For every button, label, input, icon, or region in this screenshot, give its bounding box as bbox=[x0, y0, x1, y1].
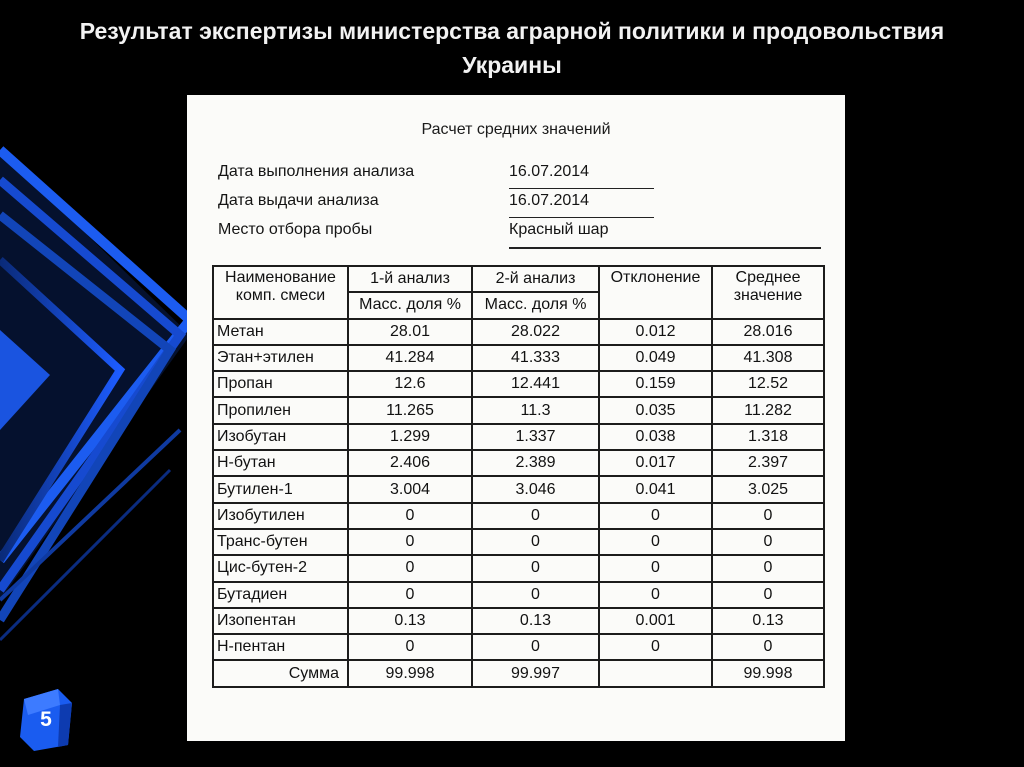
table-row bbox=[213, 582, 824, 608]
analysis-date-label: Дата выполнения анализа bbox=[218, 163, 415, 180]
cell-analysis-1: 12.6 bbox=[348, 371, 472, 397]
cell-component: Пропан bbox=[213, 371, 348, 397]
cell-component: Этан+этилен bbox=[213, 345, 348, 371]
table-row bbox=[213, 450, 824, 476]
cell-deviation: 0 bbox=[599, 582, 712, 608]
cell-analysis-2: 28.022 bbox=[472, 319, 599, 345]
cell-average: 28.016 bbox=[712, 319, 824, 345]
cell-analysis-1: 0 bbox=[348, 634, 472, 660]
header-average: Среднее значение bbox=[712, 266, 824, 319]
cell-analysis-1: 28.01 bbox=[348, 319, 472, 345]
table-row bbox=[213, 608, 824, 634]
cell-analysis-2: 1.337 bbox=[472, 424, 599, 450]
table-row bbox=[213, 503, 824, 529]
cell-average: 0 bbox=[712, 555, 824, 581]
cell-average: 12.52 bbox=[712, 371, 824, 397]
cell-deviation: 0.041 bbox=[599, 476, 712, 502]
cell-deviation: 0 bbox=[599, 503, 712, 529]
cell-analysis-2: 41.333 bbox=[472, 345, 599, 371]
sampling-place-value: Красный шар bbox=[509, 221, 609, 238]
cell-average: 0.13 bbox=[712, 608, 824, 634]
table-header-row bbox=[213, 266, 824, 292]
cell-average: 2.397 bbox=[712, 450, 824, 476]
issue-date-underline bbox=[509, 217, 654, 218]
cell-component: Бутадиен bbox=[213, 582, 348, 608]
header-analysis-2: 2-й анализ bbox=[472, 266, 599, 292]
cell-component: Метан bbox=[213, 319, 348, 345]
total-analysis-1: 99.998 bbox=[348, 660, 472, 686]
cell-deviation: 0 bbox=[599, 555, 712, 581]
header-analysis-1: 1-й анализ bbox=[348, 266, 472, 292]
header-mass-share-2: Масс. доля % bbox=[472, 292, 599, 318]
cell-analysis-1: 0 bbox=[348, 582, 472, 608]
cell-average: 1.318 bbox=[712, 424, 824, 450]
slide-title: Результат экспертизы министерства аграрной политики и продовольствия Украины bbox=[79, 18, 945, 78]
cell-component: Транс-бутен bbox=[213, 529, 348, 555]
cell-component: Н-бутан bbox=[213, 450, 348, 476]
cell-component: Цис-бутен-2 bbox=[213, 555, 348, 581]
cell-analysis-1: 11.265 bbox=[348, 397, 472, 423]
cell-component: Изобутилен bbox=[213, 503, 348, 529]
issue-date-label: Дата выдачи анализа bbox=[218, 192, 379, 209]
cell-average: 11.282 bbox=[712, 397, 824, 423]
scanned-document bbox=[187, 95, 845, 741]
cell-analysis-2: 0 bbox=[472, 555, 599, 581]
cell-deviation: 0 bbox=[599, 529, 712, 555]
table-row bbox=[213, 371, 824, 397]
cell-deviation: 0.012 bbox=[599, 319, 712, 345]
header-deviation: Отклонение bbox=[599, 266, 712, 319]
cell-analysis-1: 1.299 bbox=[348, 424, 472, 450]
header-mass-share-1: Масс. доля % bbox=[348, 292, 472, 318]
cell-average: 3.025 bbox=[712, 476, 824, 502]
cell-analysis-2: 12.441 bbox=[472, 371, 599, 397]
table-row bbox=[213, 476, 824, 502]
cell-analysis-2: 11.3 bbox=[472, 397, 599, 423]
cell-deviation: 0.049 bbox=[599, 345, 712, 371]
cell-analysis-2: 0 bbox=[472, 529, 599, 555]
total-deviation bbox=[599, 660, 712, 686]
cell-component: Пропилен bbox=[213, 397, 348, 423]
cell-average: 0 bbox=[712, 634, 824, 660]
cell-analysis-2: 0 bbox=[472, 634, 599, 660]
cell-average: 0 bbox=[712, 582, 824, 608]
cell-analysis-1: 0 bbox=[348, 503, 472, 529]
document-title: Расчет средних значений bbox=[421, 121, 611, 138]
cell-deviation: 0.038 bbox=[599, 424, 712, 450]
cell-component: Изопентан bbox=[213, 608, 348, 634]
cell-analysis-2: 0.13 bbox=[472, 608, 599, 634]
cell-deviation: 0.035 bbox=[599, 397, 712, 423]
sampling-place-underline bbox=[509, 247, 821, 249]
cell-deviation: 0.017 bbox=[599, 450, 712, 476]
analysis-date-value: 16.07.2014 bbox=[509, 163, 590, 180]
table-row bbox=[213, 555, 824, 581]
cell-analysis-1: 3.004 bbox=[348, 476, 472, 502]
cell-component: Изобутан bbox=[213, 424, 348, 450]
table-row bbox=[213, 424, 824, 450]
cell-analysis-2: 0 bbox=[472, 582, 599, 608]
cell-component: Бутилен-1 bbox=[213, 476, 348, 502]
table-body bbox=[213, 319, 824, 661]
cell-average: 41.308 bbox=[712, 345, 824, 371]
cell-average: 0 bbox=[712, 529, 824, 555]
table-row bbox=[213, 634, 824, 660]
results-table bbox=[212, 265, 825, 688]
header-component: Наименование комп. смеси bbox=[213, 266, 348, 319]
cell-deviation: 0.001 bbox=[599, 608, 712, 634]
cell-analysis-2: 3.046 bbox=[472, 476, 599, 502]
cell-analysis-1: 41.284 bbox=[348, 345, 472, 371]
cell-average: 0 bbox=[712, 503, 824, 529]
table-row bbox=[213, 319, 824, 345]
table-row bbox=[213, 397, 824, 423]
analysis-date-underline bbox=[509, 188, 654, 189]
cell-deviation: 0 bbox=[599, 634, 712, 660]
table-row bbox=[213, 345, 824, 371]
cell-analysis-1: 0 bbox=[348, 529, 472, 555]
page-number: 5 bbox=[40, 708, 52, 731]
cell-analysis-1: 0 bbox=[348, 555, 472, 581]
cell-component: Н-пентан bbox=[213, 634, 348, 660]
total-analysis-2: 99.997 bbox=[472, 660, 599, 686]
cell-analysis-1: 2.406 bbox=[348, 450, 472, 476]
cell-analysis-2: 0 bbox=[472, 503, 599, 529]
table-row bbox=[213, 529, 824, 555]
sampling-place-label: Место отбора пробы bbox=[218, 221, 373, 238]
cell-analysis-2: 2.389 bbox=[472, 450, 599, 476]
total-average: 99.998 bbox=[712, 660, 824, 686]
issue-date-value: 16.07.2014 bbox=[509, 192, 590, 209]
cell-analysis-1: 0.13 bbox=[348, 608, 472, 634]
total-label: Сумма bbox=[213, 660, 348, 686]
cell-deviation: 0.159 bbox=[599, 371, 712, 397]
table-total-row bbox=[213, 660, 824, 686]
